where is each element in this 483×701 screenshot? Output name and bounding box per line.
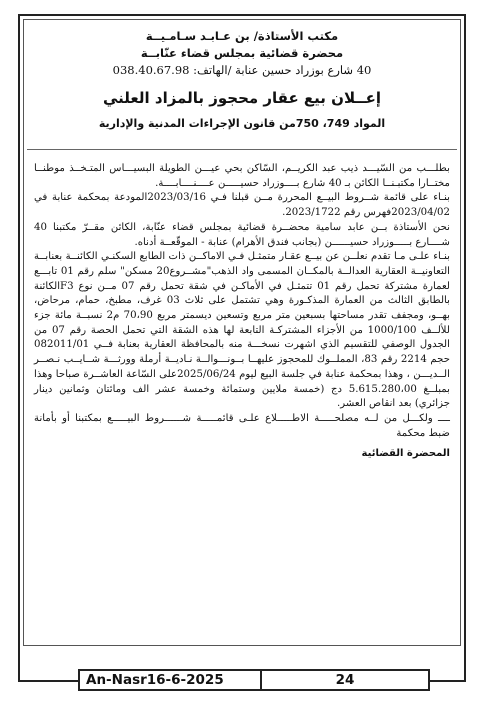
paragraph-request: بطلـــب من السّيـــد ذيب عبد الكريــم، السّاكن بحي عيـــن الطويلة البسيـــاس المتـخــذ موطنــا مختــارا مكتبـنــا الكائن بـ 40 شارع بــــوزراد حسيـــــن عــــنــــابــــة.: [34, 163, 450, 189]
page-number: 24: [335, 672, 355, 688]
notice-subtitle: المواد 749، 750من قانون الإجراءات المدنية والإدارية: [98, 117, 386, 130]
notice-body: [34, 162, 450, 462]
paragraph-property: بنـاء علـى مـا تقدم نعلــن عن بيــع عقـار متمثـل فـي الاماكــن ذات الطابع السكنـي الكائنــة بعنابــة التعاونيــة العقارية العدالــة بالمكــان المسمى واد الذهب"مشــروع20 مسكن" سلم رقم 01 تابـــع لعمارة مشتركة تحمل رقم 01 تتمثـل في الأماكـن في شقة تحمل رقم 07 مــن نوع F3الكائنة بالطابق الثالث من العمارة المذكـورة وهي تشتمل على ثلاث 03 غرف، مطبخ، حمام، مرحاض، بهــو، ومجفف تقدر مساحتها بسبعين متر مربع وتسعين ديسمتر مربع 70،90 م2 نسبــة مائة جزء للألــف 1000/100 من الأجزاء المشتركـة التابعة لها هذه الشقة التي تحمل الحصة رقم 07 من الجدول الوصفي للتقسيم الذي اشهرت نسخـــة منه بالمحافظة العقارية بعنابة فــي 082011/01 حجم 2214 رقم 83، المملــوك للمحجوز عليهــا بــونـــوالــة نـاديــة أرملة وورثـــة شــايــب نـصــر الــديـــن ، وهذا بمحكمة عنابة في جلسة البيع ليوم 2025/06/24على السّاعة العاشــرة صباحا وهذا بمبلــغ 5.615.280،00 دج (خمسة ملايين وستمائة وخمسة عشر الف ومائتان وثمانين دينار جزائري) بعد انقاص العشر.: [34, 251, 451, 410]
office-name: مكتب الأستاذة/ بن عـابـد سـامـيــة: [145, 29, 339, 43]
notice-header: [32, 28, 452, 133]
paragraph-bailiff: نحن الأستاذة بــن عابد سامية محضــرة قضائية بمجلس قضاء عنّابة، الكائن مقــرّ مكتبنا 40 شــــارع بـــــوزراد حسيــــــن (بجانب فندق الأهرام) عنابة - الموقّعــة أدناه.: [34, 221, 450, 248]
signature: المحضرة القضائية: [361, 448, 450, 460]
notice-inner-border: [23, 19, 461, 646]
paragraph-consultation: ــــ ولكـــل من لــه مصلحـــــة الاطـــــلاع علـى قائمـــــة شــــــروط البيـــــع بمكتبنا أو بأمانة ضبط محكمة: [34, 412, 450, 439]
paragraph-conditions: بنـاء على قائمة شــروط البيــع المحررة مــن قبلنا فـي 2023/03/16المودعة بمحكمة عنابة في 2023/04/02فهرس رقم 2023/1722.: [34, 192, 451, 219]
newspaper-footer: [78, 669, 430, 691]
header-divider: [27, 149, 457, 150]
office-position: محضرة قضائية بمجلس قضاء عنّابــة: [140, 46, 344, 60]
newspaper-name-date: An-Nasr16-6-2025: [86, 672, 224, 688]
notice-frame: [18, 14, 466, 688]
office-address: 40 شارع بوزراد حسين عنابة /الهاتف: 038.40.67.98: [112, 63, 372, 77]
notice-title: إعــلان بيع عقار محجوز بالمزاد العلني: [103, 89, 381, 107]
